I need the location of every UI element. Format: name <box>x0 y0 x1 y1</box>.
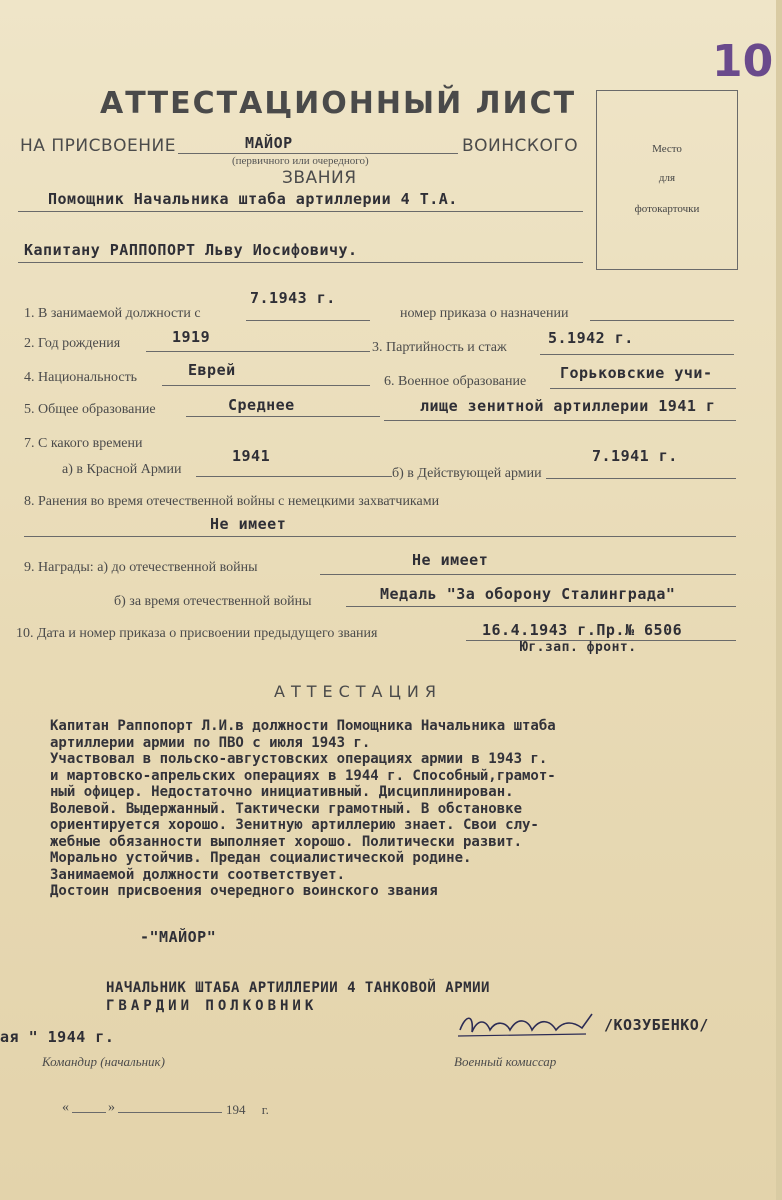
field6-value-1: Горьковские учи- <box>560 364 713 382</box>
rule-rank <box>178 153 458 154</box>
field5-label: 5. Общее образование <box>24 402 156 417</box>
page-number-pencil: 10 <box>712 36 774 87</box>
field8-label: 8. Ранения во время отечественной войны с немецкими захватчиками <box>24 494 440 509</box>
attestation-line: Занимаемой должности соответствует. <box>50 866 346 883</box>
field1-rule <box>246 320 370 321</box>
rank-subcaption: (первичного или очередного) <box>232 155 369 167</box>
field2-rule <box>146 351 370 352</box>
rule-position <box>18 211 583 212</box>
label-zvaniya: ЗВАНИЯ <box>282 168 357 188</box>
signature-name: /КОЗУБЕНКО/ <box>604 1016 709 1034</box>
field10-label: 10. Дата и номер приказа о присвоении предыдущего звания <box>16 626 378 641</box>
signature-org-line: НАЧАЛЬНИК ШТАБА АРТИЛЛЕРИИ 4 ТАНКОВОЙ АРМИИ <box>106 980 490 996</box>
attestation-line: ориентируется хорошо. Зенитную артиллерию знает. Свои слу- <box>50 817 539 833</box>
field5-value: Среднее <box>228 396 295 414</box>
field4-label: 4. Национальность <box>24 370 138 385</box>
attestation-line: Достоин присвоения очередного воинского звания <box>50 883 438 899</box>
field6-label: 6. Военное образование <box>384 374 527 389</box>
field8-value: Не имеет <box>210 515 287 533</box>
attestation-line: Морально устойчив. Предан социалистической родине. <box>50 850 472 866</box>
field7b-rule <box>546 478 736 479</box>
field6-value-2: лище зенитной артиллерии 1941 г <box>420 397 716 415</box>
bottom-date-year: 194 г. <box>226 1102 269 1117</box>
photo-label-3: фотокарточки <box>634 203 700 215</box>
field7a-label: а) в Красной Армии <box>62 462 182 477</box>
photo-label-2: для <box>658 172 676 184</box>
bottom-date-month-rule <box>118 1112 222 1113</box>
attestation-line: жебные обязанности выполняет хорошо. Политически развит. <box>50 833 523 850</box>
field3-value: 5.1942 г. <box>548 329 634 347</box>
field10-value-2: Юг.зап. фронт. <box>520 640 637 655</box>
field1-value: 7.1943 г. <box>250 289 336 307</box>
signature-rank-line: ГВАРДИИ ПОЛКОВНИК <box>106 998 318 1014</box>
field4-rule <box>162 385 370 386</box>
field6-rule-2 <box>384 420 736 421</box>
field7a-rule <box>196 476 392 477</box>
bottom-date-quote-close: » <box>108 1100 115 1115</box>
photo-label-1: Место <box>652 143 682 155</box>
field1-order-rule <box>590 320 734 321</box>
commissar-caption: Военный комиссар <box>454 1054 557 1069</box>
field3-label: 3. Партийность и стаж <box>372 340 507 355</box>
position-value: Помощник Начальника штаба артиллерии 4 Т.А. <box>48 190 458 208</box>
field9b-rule <box>346 606 736 607</box>
field2-value: 1919 <box>172 328 211 346</box>
attestation-line: артиллерии армии по ПВО с июля 1943 г. <box>50 734 371 751</box>
rank-value: МАЙОР <box>245 134 293 152</box>
bottom-date-quote-open: « <box>62 1100 69 1115</box>
attestation-heading: АТТЕСТАЦИЯ <box>274 682 442 701</box>
field1-order-label: номер приказа о назначении <box>400 306 569 321</box>
field7a-value: 1941 <box>232 447 271 465</box>
field9a-rule <box>320 574 736 575</box>
attestation-rank-quote: -"МАЙОР" <box>140 928 217 946</box>
name-value: Капитану РАППОПОРТ Льву Иосифовичу. <box>24 241 358 259</box>
rule-name <box>18 262 583 263</box>
field9a-value: Не имеет <box>412 551 489 569</box>
field7b-label: б) в Действующей армии <box>392 466 542 481</box>
attestation-body <box>50 718 770 900</box>
document-title: АТТЕСТАЦИОННЫЙ ЛИСТ <box>100 86 577 121</box>
field3-rule <box>540 354 734 355</box>
field6-rule-1 <box>550 388 736 389</box>
field4-value: Еврей <box>188 361 236 379</box>
label-na-prisvoenie: НА ПРИСВОЕНИЕ <box>20 136 176 156</box>
field1-label: 1. В занимаемой должности с <box>24 306 201 321</box>
field9b-label: б) за время отечественной войны <box>114 594 312 609</box>
field9b-value: Медаль "За оборону Сталинграда" <box>380 585 676 603</box>
label-voinskogo: ВОИНСКОГО <box>462 136 579 156</box>
field8-rule <box>24 536 736 537</box>
field7-label: 7. С какого времени <box>24 436 143 451</box>
attestation-line: и мартовско-апрельских операциях в 1944 г. Способный,грамот- <box>50 767 556 784</box>
attestation-line: ный офицер. Недостаточно инициативный. Дисциплинирован. <box>50 784 514 800</box>
attestation-line: Волевой. Выдержанный. Тактически грамотный. В обстановке <box>50 800 523 817</box>
attestation-line: Капитан Раппопорт Л.И.в должности Помощника Начальника штаба <box>50 718 556 734</box>
signature-date-partial: ая " 1944 г. <box>0 1028 115 1046</box>
field2-label: 2. Год рождения <box>24 336 121 351</box>
field5-rule <box>186 416 380 417</box>
field9-label: 9. Награды: а) до отечественной войны <box>24 560 258 575</box>
field10-value-1: 16.4.1943 г.Пр.№ 6506 <box>482 621 683 639</box>
attestation-line: Участвовал в польско-августовских операциях армии в 1943 г. <box>50 751 548 767</box>
photo-placeholder-box <box>596 90 738 270</box>
paper-edge <box>776 0 782 1200</box>
bottom-date-day-rule <box>72 1112 106 1113</box>
field7b-value: 7.1941 г. <box>592 447 678 465</box>
commander-caption: Командир (начальник) <box>42 1054 165 1069</box>
handwritten-signature <box>456 1008 596 1040</box>
